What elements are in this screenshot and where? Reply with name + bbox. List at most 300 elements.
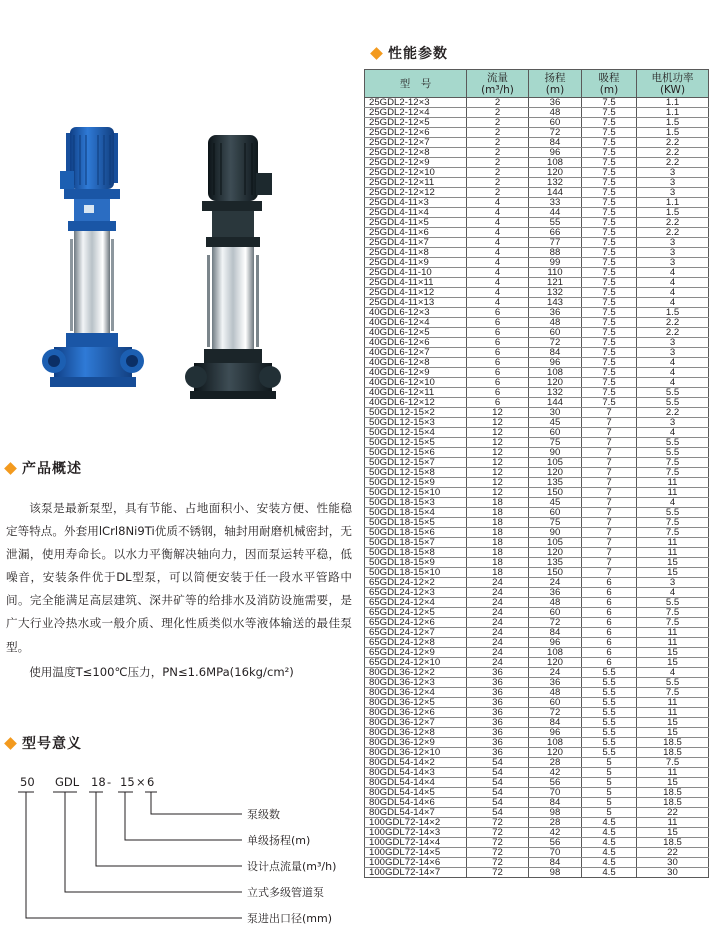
code-part-type: GDL [55, 775, 80, 789]
table-row [365, 388, 709, 398]
cell-model: 25GDL4-11×3 [365, 198, 467, 208]
table-row [365, 748, 709, 758]
model-meaning-diagram [0, 770, 360, 943]
cell-head: 72 [529, 618, 582, 628]
cell-suction: 7.5 [582, 288, 637, 298]
cell-flow: 54 [467, 758, 529, 768]
cell-model: 50GDL18-15×6 [365, 528, 467, 538]
cell-model: 25GDL4-11×11 [365, 278, 467, 288]
cell-model: 25GDL2-12×11 [365, 178, 467, 188]
cell-suction: 7.5 [582, 328, 637, 338]
cell-power: 11 [637, 638, 709, 648]
cell-head: 120 [529, 658, 582, 668]
cell-head: 84 [529, 348, 582, 358]
cell-power: 1.5 [637, 118, 709, 128]
table-row [365, 458, 709, 468]
table-row [365, 828, 709, 838]
cell-model: 25GDL4-11×12 [365, 288, 467, 298]
cell-suction: 5 [582, 808, 637, 818]
cell-model: 50GDL12-15×3 [365, 418, 467, 428]
cell-power: 5.5 [637, 438, 709, 448]
cell-power: 2.2 [637, 408, 709, 418]
cell-suction: 6 [582, 578, 637, 588]
cell-flow: 12 [467, 448, 529, 458]
cell-model: 80GDL54-14×3 [365, 768, 467, 778]
cell-flow: 2 [467, 108, 529, 118]
overview-heading-text: 产品概述 [22, 461, 82, 477]
cell-head: 120 [529, 168, 582, 178]
table-row [365, 468, 709, 478]
cell-suction: 7 [582, 478, 637, 488]
cell-power: 7.5 [637, 518, 709, 528]
cell-power: 3 [637, 258, 709, 268]
cell-model: 65GDL24-12×7 [365, 628, 467, 638]
cell-flow: 18 [467, 558, 529, 568]
cell-power: 7.5 [637, 758, 709, 768]
cell-power: 5.5 [637, 398, 709, 408]
cell-suction: 4.5 [582, 848, 637, 858]
cell-model: 25GDL4-11×4 [365, 208, 467, 218]
cell-model: 50GDL18-15×7 [365, 538, 467, 548]
cell-suction: 7.5 [582, 108, 637, 118]
cell-head: 60 [529, 698, 582, 708]
cell-head: 120 [529, 548, 582, 558]
cell-head: 36 [529, 98, 582, 108]
table-row [365, 298, 709, 308]
cell-flow: 4 [467, 218, 529, 228]
table-row [365, 328, 709, 338]
cell-head: 84 [529, 138, 582, 148]
cell-flow: 12 [467, 438, 529, 448]
cell-flow: 36 [467, 728, 529, 738]
cell-model: 100GDL72-14×7 [365, 868, 467, 878]
cell-flow: 24 [467, 608, 529, 618]
cell-power: 2.2 [637, 148, 709, 158]
cell-suction: 7.5 [582, 138, 637, 148]
cell-head: 132 [529, 178, 582, 188]
table-row [365, 488, 709, 498]
cell-flow: 24 [467, 628, 529, 638]
table-row [365, 98, 709, 108]
cell-flow: 24 [467, 618, 529, 628]
label-stage-head: 单级扬程(m) [247, 834, 311, 847]
code-part-flow: 18 [91, 775, 106, 789]
cell-flow: 4 [467, 268, 529, 278]
cell-flow: 36 [467, 748, 529, 758]
cell-flow: 6 [467, 308, 529, 318]
cell-head: 132 [529, 288, 582, 298]
cell-power: 5.5 [637, 448, 709, 458]
cell-model: 25GDL4-11-10 [365, 268, 467, 278]
cell-model: 25GDL4-11×8 [365, 248, 467, 258]
cell-power: 1.1 [637, 108, 709, 118]
cell-flow: 6 [467, 348, 529, 358]
cell-flow: 12 [467, 468, 529, 478]
table-row [365, 688, 709, 698]
cell-model: 40GDL6-12×5 [365, 328, 467, 338]
cell-power: 22 [637, 808, 709, 818]
table-row [365, 698, 709, 708]
cell-power: 7.5 [637, 468, 709, 478]
cell-power: 2.2 [637, 218, 709, 228]
cell-suction: 5.5 [582, 668, 637, 678]
cell-suction: 7 [582, 428, 637, 438]
table-row [365, 648, 709, 658]
table-row [365, 588, 709, 598]
cell-flow: 72 [467, 818, 529, 828]
cell-suction: 7 [582, 468, 637, 478]
cell-suction: 7 [582, 558, 637, 568]
table-row [365, 788, 709, 798]
table-row [365, 518, 709, 528]
table-row [365, 528, 709, 538]
cell-flow: 24 [467, 658, 529, 668]
table-header-row [365, 70, 709, 98]
cell-model: 65GDL24-12×5 [365, 608, 467, 618]
cell-power: 7.5 [637, 688, 709, 698]
performance-table [364, 69, 709, 878]
table-row [365, 738, 709, 748]
table-row [365, 378, 709, 388]
code-part-times: × [136, 775, 146, 789]
table-row [365, 508, 709, 518]
cell-flow: 54 [467, 788, 529, 798]
cell-head: 84 [529, 718, 582, 728]
cell-suction: 7.5 [582, 258, 637, 268]
table-row [365, 348, 709, 358]
cell-model: 50GDL18-15×10 [365, 568, 467, 578]
cell-flow: 18 [467, 528, 529, 538]
cell-head: 60 [529, 508, 582, 518]
cell-head: 72 [529, 708, 582, 718]
cell-model: 50GDL18-15×8 [365, 548, 467, 558]
table-row [365, 178, 709, 188]
cell-power: 22 [637, 848, 709, 858]
cell-power: 4 [637, 358, 709, 368]
cell-head: 96 [529, 358, 582, 368]
code-part-stages: 6 [147, 775, 155, 789]
cell-suction: 7.5 [582, 238, 637, 248]
table-row [365, 858, 709, 868]
table-row [365, 728, 709, 738]
cell-suction: 7.5 [582, 158, 637, 168]
cell-power: 3 [637, 248, 709, 258]
table-row [365, 768, 709, 778]
model-meaning-heading [6, 733, 82, 753]
table-row [365, 308, 709, 318]
cell-model: 80GDL36-12×2 [365, 668, 467, 678]
code-part-dash: - [107, 775, 112, 789]
cell-head: 77 [529, 238, 582, 248]
cell-suction: 7.5 [582, 198, 637, 208]
table-row [365, 848, 709, 858]
col-header-flow: 流量 (m³/h) [467, 70, 529, 98]
performance-heading-text: 性能参数 [388, 46, 448, 62]
table-row [365, 198, 709, 208]
cell-suction: 7 [582, 548, 637, 558]
cell-suction: 7.5 [582, 358, 637, 368]
cell-power: 18.5 [637, 798, 709, 808]
cell-head: 28 [529, 758, 582, 768]
cell-model: 80GDL36-12×6 [365, 708, 467, 718]
cell-flow: 2 [467, 158, 529, 168]
cell-flow: 4 [467, 198, 529, 208]
table-row [365, 818, 709, 828]
cell-head: 36 [529, 678, 582, 688]
cell-head: 90 [529, 448, 582, 458]
table-row [365, 438, 709, 448]
table-row [365, 168, 709, 178]
cell-flow: 2 [467, 128, 529, 138]
cell-suction: 7.5 [582, 368, 637, 378]
cell-suction: 6 [582, 608, 637, 618]
cell-suction: 7.5 [582, 298, 637, 308]
cell-head: 48 [529, 598, 582, 608]
table-row [365, 498, 709, 508]
cell-model: 100GDL72-14×5 [365, 848, 467, 858]
cell-suction: 5.5 [582, 688, 637, 698]
cell-flow: 4 [467, 248, 529, 258]
cell-model: 25GDL4-11×7 [365, 238, 467, 248]
cell-suction: 7.5 [582, 278, 637, 288]
overview-paragraph: 该泵是最新泵型，具有节能、占地面积小、安装方便、性能稳定等特点。外套用lCrl8Ni9Ti优质不锈钢，轴封用耐磨机械密封，无泄漏，使用寿命长。以水力平衡解决轴向力，因而泵运转平稳，低噪音，安装条件优于DL型泵，可以简便安装于任一段水平管路中间。完全能满足高层建筑、深井矿等的给排水及消防设施需要，是广大行业冷热水或一般介质、理化性质类似水等液体输送的最佳泵型。 [6, 501, 352, 654]
cell-suction: 5.5 [582, 708, 637, 718]
cell-suction: 7 [582, 448, 637, 458]
cell-model: 80GDL36-12×10 [365, 748, 467, 758]
usage-conditions: 使用温度T≤100℃压力，PN≤1.6MPa(16kg/cm²) [29, 664, 294, 679]
cell-power: 5.5 [637, 388, 709, 398]
cell-model: 40GDL6-12×9 [365, 368, 467, 378]
cell-head: 24 [529, 578, 582, 588]
cell-model: 80GDL54-14×7 [365, 808, 467, 818]
cell-flow: 12 [467, 418, 529, 428]
cell-power: 11 [637, 488, 709, 498]
cell-power: 3 [637, 338, 709, 348]
table-row [365, 118, 709, 128]
cell-head: 144 [529, 398, 582, 408]
cell-model: 25GDL4-11×5 [365, 218, 467, 228]
table-row [365, 228, 709, 238]
cell-model: 25GDL2-12×5 [365, 118, 467, 128]
code-part-head: 15 [120, 775, 135, 789]
label-pump-type: 立式多级管道泵 [247, 886, 324, 899]
cell-suction: 7 [582, 568, 637, 578]
pump-images [40, 115, 300, 405]
cell-power: 11 [637, 818, 709, 828]
cell-suction: 5.5 [582, 678, 637, 688]
cell-flow: 2 [467, 118, 529, 128]
code-part-caliber: 50 [20, 775, 35, 789]
cell-model: 40GDL6-12×11 [365, 388, 467, 398]
cell-model: 50GDL12-15×6 [365, 448, 467, 458]
cell-model: 80GDL36-12×4 [365, 688, 467, 698]
cell-suction: 7.5 [582, 388, 637, 398]
col-header-head: 扬程 (m) [529, 70, 582, 98]
cell-suction: 6 [582, 658, 637, 668]
table-row [365, 678, 709, 688]
table-row [365, 258, 709, 268]
table-row [365, 668, 709, 678]
table-row [365, 138, 709, 148]
cell-suction: 6 [582, 628, 637, 638]
table-row [365, 108, 709, 118]
table-row [365, 418, 709, 428]
cell-model: 65GDL24-12×4 [365, 598, 467, 608]
cell-model: 80GDL36-12×9 [365, 738, 467, 748]
cell-model: 25GDL4-11×9 [365, 258, 467, 268]
cell-suction: 6 [582, 638, 637, 648]
cell-model: 40GDL6-12×4 [365, 318, 467, 328]
cell-head: 60 [529, 428, 582, 438]
performance-table-container [364, 69, 708, 878]
table-row [365, 478, 709, 488]
cell-flow: 24 [467, 638, 529, 648]
cell-power: 2.2 [637, 228, 709, 238]
cell-head: 96 [529, 638, 582, 648]
table-row [365, 278, 709, 288]
diamond-bullet-icon [4, 737, 17, 750]
cell-flow: 54 [467, 778, 529, 788]
cell-power: 7.5 [637, 608, 709, 618]
cell-head: 24 [529, 668, 582, 678]
cell-flow: 2 [467, 188, 529, 198]
cell-model: 65GDL24-12×3 [365, 588, 467, 598]
cell-head: 56 [529, 838, 582, 848]
table-row [365, 268, 709, 278]
cell-head: 28 [529, 818, 582, 828]
cell-power: 15 [637, 558, 709, 568]
table-row [365, 398, 709, 408]
cell-model: 65GDL24-12×6 [365, 618, 467, 628]
cell-head: 60 [529, 608, 582, 618]
cell-power: 15 [637, 778, 709, 788]
cell-flow: 18 [467, 498, 529, 508]
leader-lines [18, 792, 242, 918]
cell-model: 50GDL18-15×3 [365, 498, 467, 508]
cell-model: 50GDL12-15×4 [365, 428, 467, 438]
col-header-power: 电机功率 (KW) [637, 70, 709, 98]
cell-model: 65GDL24-12×10 [365, 658, 467, 668]
cell-flow: 36 [467, 678, 529, 688]
cell-flow: 2 [467, 178, 529, 188]
cell-suction: 4.5 [582, 818, 637, 828]
cell-suction: 7 [582, 508, 637, 518]
cell-power: 15 [637, 648, 709, 658]
cell-flow: 24 [467, 588, 529, 598]
cell-head: 135 [529, 478, 582, 488]
cell-suction: 5.5 [582, 718, 637, 728]
cell-power: 4 [637, 278, 709, 288]
cell-head: 72 [529, 338, 582, 348]
table-row [365, 238, 709, 248]
cell-flow: 4 [467, 288, 529, 298]
cell-head: 44 [529, 208, 582, 218]
cell-head: 120 [529, 378, 582, 388]
cell-model: 80GDL36-12×3 [365, 678, 467, 688]
col-header-suction: 吸程 (m) [582, 70, 637, 98]
overview-heading [6, 458, 82, 478]
table-row [365, 538, 709, 548]
cell-power: 3 [637, 168, 709, 178]
cell-model: 80GDL36-12×7 [365, 718, 467, 728]
cell-head: 132 [529, 388, 582, 398]
table-row [365, 708, 709, 718]
cell-power: 18.5 [637, 738, 709, 748]
cell-suction: 7 [582, 498, 637, 508]
cell-power: 15 [637, 658, 709, 668]
cell-head: 150 [529, 488, 582, 498]
cell-suction: 6 [582, 588, 637, 598]
cell-power: 4 [637, 428, 709, 438]
cell-power: 4 [637, 378, 709, 388]
cell-model: 50GDL12-15×7 [365, 458, 467, 468]
cell-power: 4 [637, 298, 709, 308]
cell-head: 60 [529, 328, 582, 338]
cell-head: 108 [529, 158, 582, 168]
dark-pump-image [185, 135, 281, 399]
table-row [365, 618, 709, 628]
cell-power: 2.2 [637, 328, 709, 338]
cell-model: 25GDL2-12×7 [365, 138, 467, 148]
cell-model: 50GDL12-15×2 [365, 408, 467, 418]
cell-flow: 18 [467, 548, 529, 558]
cell-flow: 54 [467, 808, 529, 818]
cell-flow: 24 [467, 578, 529, 588]
cell-suction: 4.5 [582, 838, 637, 848]
cell-head: 45 [529, 418, 582, 428]
cell-suction: 7 [582, 528, 637, 538]
cell-power: 7.5 [637, 528, 709, 538]
cell-head: 48 [529, 108, 582, 118]
cell-flow: 12 [467, 408, 529, 418]
cell-model: 100GDL72-14×6 [365, 858, 467, 868]
table-row [365, 808, 709, 818]
cell-power: 18.5 [637, 838, 709, 848]
cell-head: 108 [529, 368, 582, 378]
cell-suction: 7.5 [582, 378, 637, 388]
cell-suction: 6 [582, 618, 637, 628]
cell-power: 3 [637, 188, 709, 198]
cell-power: 11 [637, 698, 709, 708]
cell-model: 40GDL6-12×3 [365, 308, 467, 318]
cell-power: 15 [637, 828, 709, 838]
cell-flow: 6 [467, 378, 529, 388]
cell-flow: 24 [467, 598, 529, 608]
table-row [365, 638, 709, 648]
cell-head: 96 [529, 728, 582, 738]
cell-flow: 6 [467, 318, 529, 328]
cell-suction: 6 [582, 598, 637, 608]
cell-power: 7.5 [637, 458, 709, 468]
cell-model: 50GDL18-15×9 [365, 558, 467, 568]
blue-pump-image [42, 127, 144, 387]
table-row [365, 358, 709, 368]
cell-head: 75 [529, 438, 582, 448]
cell-flow: 6 [467, 388, 529, 398]
cell-flow: 6 [467, 328, 529, 338]
cell-power: 15 [637, 728, 709, 738]
table-row [365, 758, 709, 768]
cell-flow: 36 [467, 698, 529, 708]
cell-power: 5.5 [637, 678, 709, 688]
cell-model: 80GDL54-14×4 [365, 778, 467, 788]
cell-head: 66 [529, 228, 582, 238]
cell-suction: 5 [582, 758, 637, 768]
cell-flow: 6 [467, 398, 529, 408]
cell-head: 108 [529, 738, 582, 748]
table-row [365, 188, 709, 198]
cell-head: 56 [529, 778, 582, 788]
